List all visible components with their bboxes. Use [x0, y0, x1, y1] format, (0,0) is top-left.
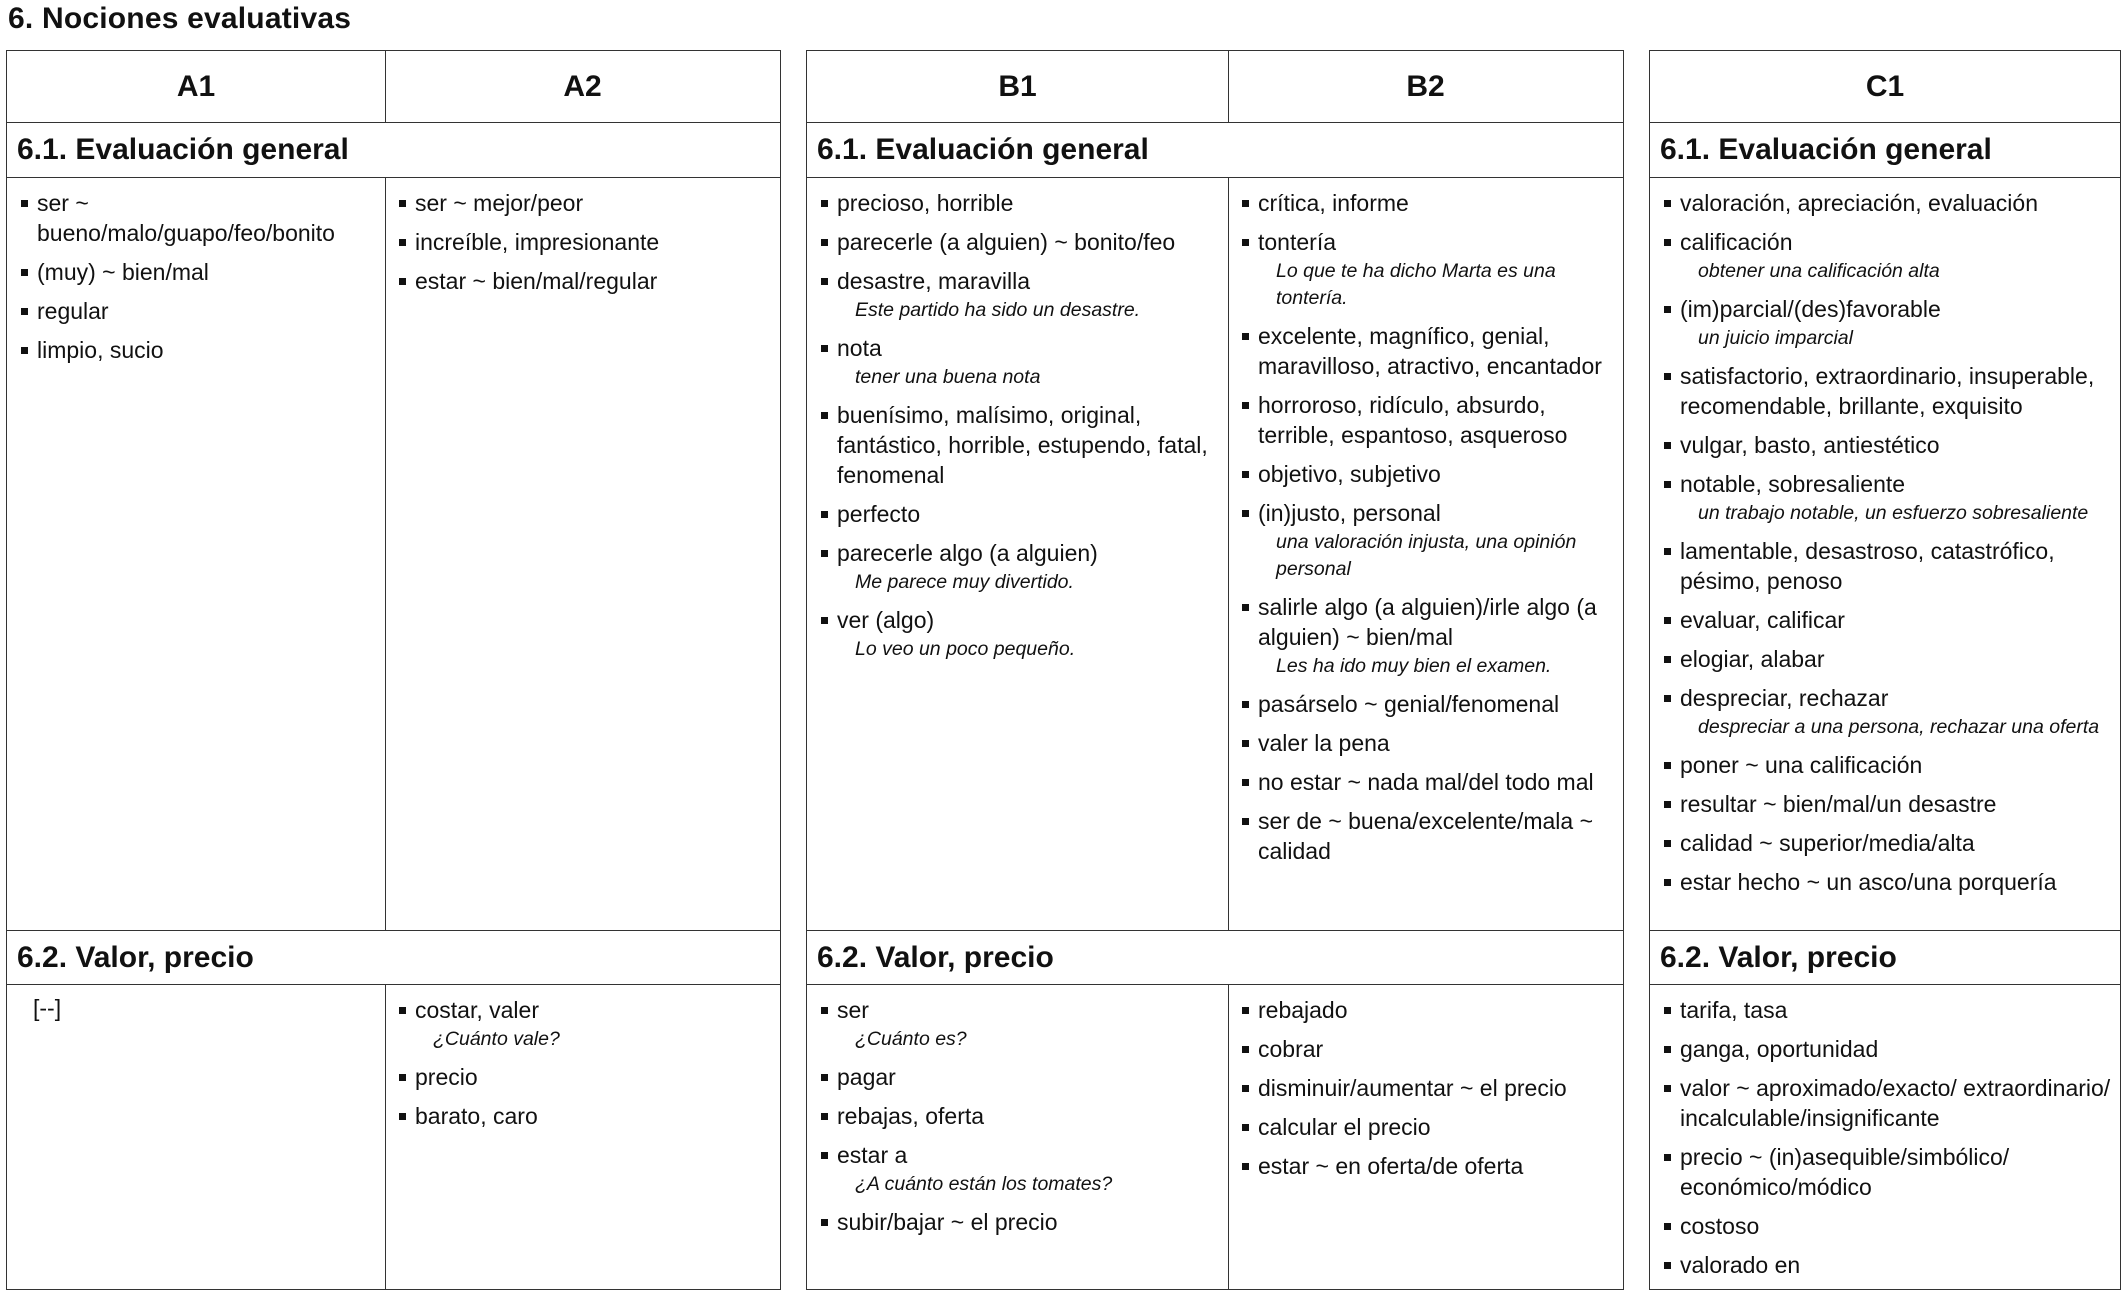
item-text: regular [37, 298, 109, 324]
item-text: (in)justo, personal [1258, 500, 1441, 526]
item-text: rebajado [1258, 997, 1348, 1023]
item-text: precio [415, 1064, 478, 1090]
item-text: ser ~ mejor/peor [415, 190, 584, 216]
list-item [1242, 498, 1615, 583]
item-text: tarifa, tasa [1680, 997, 1788, 1023]
usage-example: un juicio imparcial [1698, 327, 1853, 349]
usage-example: ¿Cuánto es? [855, 1028, 967, 1050]
list-item [1242, 689, 1615, 719]
list-item [1242, 1112, 1615, 1142]
list-item [1664, 469, 2116, 527]
list-item [1664, 536, 2116, 596]
item-text: calificación [1680, 229, 1793, 255]
item-text: increíble, impresionante [415, 229, 660, 255]
item-text: limpio, sucio [37, 337, 164, 363]
item-text: tontería [1258, 229, 1336, 255]
item-text: ser de ~ buena/excelente/mala ~ calidad [1258, 808, 1594, 864]
list-item [1664, 1034, 2116, 1064]
item-text: estar ~ en oferta/de oferta [1258, 1153, 1524, 1179]
usage-example: un trabajo notable, un esfuerzo sobresaliente [1698, 502, 2089, 524]
list-item [1242, 592, 1615, 680]
list-item [821, 333, 1220, 391]
item-text: estar a [837, 1142, 908, 1168]
item-text: estar hecho ~ un asco/una porquería [1680, 869, 2057, 895]
list-item [821, 1062, 1220, 1092]
list-item [821, 499, 1220, 529]
level-header-b1: B1 [807, 51, 1228, 123]
level-header-c1: C1 [1650, 51, 2120, 123]
list-item [1664, 867, 2116, 897]
usage-example: Me parece muy divertido. [855, 571, 1074, 593]
item-text: evaluar, calificar [1680, 607, 1845, 633]
item-text: nota [837, 335, 882, 361]
list-item [1242, 728, 1615, 758]
list-item [1664, 188, 2116, 218]
list-item [1664, 750, 2116, 780]
list-item [821, 1140, 1220, 1198]
list-item [1664, 605, 2116, 635]
list-item [399, 266, 772, 296]
section-heading-general: 6.1. Evaluación general [7, 123, 780, 178]
item-text: valorado en [1680, 1252, 1801, 1278]
item-text: precio ~ (in)asequible/simbólico/ económico/módico [1680, 1144, 2010, 1200]
list-item [821, 538, 1220, 596]
item-text: pagar [837, 1064, 896, 1090]
list-a1-general [7, 178, 385, 930]
panel-c [1649, 50, 2121, 1290]
list-item [399, 1101, 772, 1131]
list-item [1664, 995, 2116, 1025]
item-text: calcular el precio [1258, 1114, 1431, 1140]
list-item [1242, 227, 1615, 312]
list-item [21, 335, 377, 365]
usage-example: despreciar a una persona, rechazar una oferta [1698, 716, 2100, 738]
item-text: valor ~ aproximado/exacto/ extraordinario/ incalculable/insignificante [1680, 1075, 2111, 1131]
list-item [1664, 683, 2116, 741]
panel-b [806, 50, 1624, 1290]
list-a1-price [7, 985, 385, 1289]
panel-a [6, 50, 781, 1290]
item-text: desastre, maravilla [837, 268, 1031, 294]
usage-example: Este partido ha sido un desastre. [855, 299, 1141, 321]
list-item [1664, 227, 2116, 285]
list-item [1664, 1142, 2116, 1202]
item-text: ganga, oportunidad [1680, 1036, 1879, 1062]
item-text: ver (algo) [837, 607, 935, 633]
list-item [821, 605, 1220, 663]
item-text: (im)parcial/(des)favorable [1680, 296, 1941, 322]
item-text: elogiar, alabar [1680, 646, 1825, 672]
item-text: costoso [1680, 1213, 1760, 1239]
item-text: parecerle (a alguien) ~ bonito/feo [837, 229, 1176, 255]
list-item [1664, 1073, 2116, 1133]
item-text: ser [837, 997, 869, 1023]
empty-placeholder: [--] [33, 995, 62, 1021]
usage-example: una valoración injusta, una opinión personal [1276, 531, 1577, 580]
item-text: no estar ~ nada mal/del todo mal [1258, 769, 1594, 795]
list-item [1242, 1034, 1615, 1064]
item-text: pasárselo ~ genial/fenomenal [1258, 691, 1560, 717]
list-c1-general [1650, 178, 2120, 930]
section-heading-general: 6.1. Evaluación general [1650, 123, 2120, 178]
item-text: (muy) ~ bien/mal [37, 259, 209, 285]
list-item [1242, 459, 1615, 489]
item-text: poner ~ una calificación [1680, 752, 1923, 778]
list-item [1664, 1211, 2116, 1241]
item-text: ser ~ bueno/malo/guapo/feo/bonito [37, 190, 335, 246]
item-text: horroroso, ridículo, absurdo, terrible, espantoso, asqueroso [1258, 392, 1568, 448]
item-text: crítica, informe [1258, 190, 1409, 216]
usage-example: obtener una calificación alta [1698, 260, 1940, 282]
item-text: vulgar, basto, antiestético [1680, 432, 1940, 458]
list-item [1664, 361, 2116, 421]
level-header-a2: A2 [385, 51, 780, 123]
item-text: resultar ~ bien/mal/un desastre [1680, 791, 1997, 817]
list-item [1664, 1250, 2116, 1280]
list-item [399, 188, 772, 218]
list-item [1664, 789, 2116, 819]
list-item [1664, 430, 2116, 460]
list-item [1242, 390, 1615, 450]
item-text: valer la pena [1258, 730, 1390, 756]
list-item [399, 1062, 772, 1092]
list-item [1242, 1151, 1615, 1181]
usage-example: ¿Cuánto vale? [433, 1028, 560, 1050]
item-text: excelente, magnífico, genial, maravilloso, atractivo, encantador [1258, 323, 1602, 379]
list-item [821, 188, 1220, 218]
item-text: parecerle algo (a alguien) [837, 540, 1098, 566]
item-text: disminuir/aumentar ~ el precio [1258, 1075, 1567, 1101]
level-header-a1: A1 [7, 51, 385, 123]
item-text: estar ~ bien/mal/regular [415, 268, 658, 294]
list-b2-general [1228, 178, 1623, 930]
list-item [821, 1101, 1220, 1131]
list-item [1242, 1073, 1615, 1103]
list-item [1664, 828, 2116, 858]
list-item [1664, 294, 2116, 352]
section-heading-price: 6.2. Valor, precio [1650, 930, 2120, 985]
list-item [1242, 321, 1615, 381]
item-text: rebajas, oferta [837, 1103, 985, 1129]
list-item [399, 227, 772, 257]
list-item [21, 257, 377, 287]
list-item [399, 995, 772, 1053]
item-text: notable, sobresaliente [1680, 471, 1906, 497]
item-text: valoración, apreciación, evaluación [1680, 190, 2038, 216]
list-b2-price [1228, 985, 1623, 1289]
item-text: buenísimo, malísimo, original, fantástico, horrible, estupendo, fatal, fenomenal [837, 402, 1208, 488]
usage-example: ¿A cuánto están los tomates? [855, 1173, 1113, 1195]
item-text: cobrar [1258, 1036, 1324, 1062]
list-item [821, 400, 1220, 490]
usage-example: Les ha ido muy bien el examen. [1276, 655, 1552, 677]
page-title: 6. Nociones evaluativas [8, 2, 352, 35]
list-item [1242, 767, 1615, 797]
item-text: calidad ~ superior/media/alta [1680, 830, 1975, 856]
list-item [821, 995, 1220, 1053]
usage-example: Lo que te ha dicho Marta es una tontería. [1276, 260, 1556, 309]
item-text: despreciar, rechazar [1680, 685, 1889, 711]
usage-example: tener una buena nota [855, 366, 1041, 388]
item-text: salirle algo (a alguien)/irle algo (a alguien) ~ bien/mal [1258, 594, 1597, 650]
section-heading-price: 6.2. Valor, precio [7, 930, 780, 985]
list-item [1242, 806, 1615, 866]
list-item [21, 296, 377, 326]
item-text: subir/bajar ~ el precio [837, 1209, 1058, 1235]
level-header-b2: B2 [1228, 51, 1623, 123]
item-text: lamentable, desastroso, catastrófico, pésimo, penoso [1680, 538, 2055, 594]
item-text: costar, valer [415, 997, 539, 1023]
section-heading-general: 6.1. Evaluación general [807, 123, 1623, 178]
list-item [821, 266, 1220, 324]
list-item [1242, 188, 1615, 218]
section-heading-price: 6.2. Valor, precio [807, 930, 1623, 985]
list-item [821, 1207, 1220, 1237]
item-text: satisfactorio, extraordinario, insuperable, recomendable, brillante, exquisito [1680, 363, 2095, 419]
list-item [821, 227, 1220, 257]
list-b1-price [807, 985, 1228, 1289]
item-text: precioso, horrible [837, 190, 1014, 216]
item-text: barato, caro [415, 1103, 538, 1129]
item-text: perfecto [837, 501, 921, 527]
list-item [21, 188, 377, 248]
item-text: objetivo, subjetivo [1258, 461, 1441, 487]
list-item [1242, 995, 1615, 1025]
list-b1-general [807, 178, 1228, 930]
usage-example: Lo veo un poco pequeño. [855, 638, 1076, 660]
list-c1-price [1650, 985, 2120, 1289]
list-a2-price [385, 985, 780, 1289]
list-item [1664, 644, 2116, 674]
list-a2-general [385, 178, 780, 930]
